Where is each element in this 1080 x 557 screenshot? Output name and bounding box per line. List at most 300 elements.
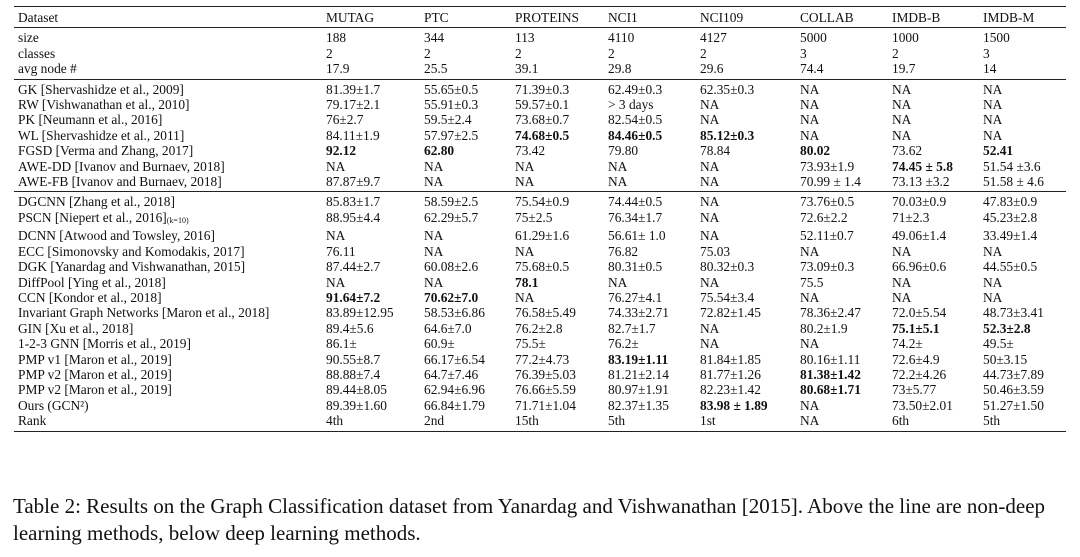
cell-value: 33.49±1.4 (983, 228, 1038, 244)
method-row (14, 192, 1066, 210)
value-cell (511, 28, 604, 46)
value-cell (696, 143, 796, 158)
value-cell (979, 61, 1066, 79)
cell-value: 76.2± (608, 336, 639, 352)
method-row (14, 112, 1066, 127)
value-cell (888, 128, 979, 143)
cell-value: 5000 (800, 30, 827, 46)
value-cell (420, 305, 511, 320)
cell-value: 72.6±2.2 (800, 209, 848, 225)
cell-value: NA (800, 336, 820, 352)
cell-value: NA (983, 127, 1003, 143)
value-cell (888, 28, 979, 46)
cell-value: NA (700, 158, 720, 174)
value-cell (604, 97, 696, 112)
cell-value: 51.58 ± 4.6 (983, 174, 1044, 190)
value-cell (888, 112, 979, 127)
value-cell (511, 398, 604, 413)
cell-value: 76.58±5.49 (515, 305, 576, 321)
value-cell (979, 244, 1066, 259)
cell-value: 45.23±2.8 (983, 209, 1038, 225)
cell-value: 75.54±0.9 (515, 194, 570, 210)
cell-value: 44.73±7.89 (983, 366, 1044, 382)
stats-row (14, 46, 1066, 61)
row-label-cell (14, 275, 322, 290)
cell-value: NA (892, 112, 912, 128)
value-cell (322, 352, 420, 367)
cell-value: 81.39±1.7 (326, 81, 381, 97)
row-label-cell (14, 79, 322, 97)
value-cell (604, 321, 696, 336)
cell-value: 62.49±0.3 (608, 81, 663, 97)
row-label-cell (14, 228, 322, 243)
value-cell (604, 159, 696, 174)
value-cell (322, 228, 420, 243)
cell-value: 87.44±2.7 (326, 259, 381, 275)
cell-value: 50±3.15 (983, 351, 1028, 367)
row-label-cell (14, 398, 322, 413)
value-cell (322, 244, 420, 259)
value-cell (696, 61, 796, 79)
value-cell (696, 112, 796, 127)
cell-value: NA (424, 243, 444, 259)
cell-value: NA (800, 97, 820, 113)
header-cell: IMDB-M (979, 7, 1066, 28)
row-label: ECC [Simonovsky and Komodakis, 2017] (18, 243, 245, 259)
cell-value: 74.2± (892, 336, 923, 352)
dataset-stats-section (14, 28, 1066, 79)
value-cell (696, 352, 796, 367)
row-label: AWE-DD [Ivanov and Burnaev, 2018] (18, 158, 225, 174)
value-cell (796, 228, 888, 243)
value-cell (796, 398, 888, 413)
value-cell (979, 159, 1066, 174)
cell-value: 75.68±0.5 (515, 259, 570, 275)
cell-value: NA (983, 274, 1003, 290)
cell-value: 89.44±8.05 (326, 382, 387, 398)
cell-value: 4110 (608, 30, 635, 46)
value-cell (322, 128, 420, 143)
cell-value: > 3 days (608, 97, 654, 113)
value-cell (511, 336, 604, 351)
value-cell (696, 398, 796, 413)
cell-value: 80.2±1.9 (800, 320, 848, 336)
row-label: GIN [Xu et al., 2018] (18, 320, 134, 336)
cell-value: 74.68±0.5 (515, 127, 570, 143)
row-label: avg node # (18, 61, 77, 77)
cell-value: 51.54 ±3.6 (983, 158, 1041, 174)
value-cell (696, 367, 796, 382)
deep-methods-section (14, 192, 1066, 431)
method-row (14, 367, 1066, 382)
row-label: WL [Shervashidze et al., 2011] (18, 127, 185, 143)
cell-value: 62.35±0.3 (700, 81, 755, 97)
cell-value: 56.61± 1.0 (608, 228, 666, 244)
value-cell (979, 367, 1066, 382)
cell-value: 92.12 (326, 143, 357, 159)
value-cell (604, 112, 696, 127)
cell-value: NA (983, 243, 1003, 259)
value-cell (696, 174, 796, 192)
cell-value: NA (800, 397, 820, 413)
value-cell (796, 290, 888, 305)
value-cell (420, 192, 511, 210)
value-cell (979, 174, 1066, 192)
value-cell (979, 192, 1066, 210)
value-cell (322, 159, 420, 174)
value-cell (511, 244, 604, 259)
cell-value: NA (700, 112, 720, 128)
cell-value: NA (700, 97, 720, 113)
value-cell (511, 382, 604, 397)
cell-value: 84.11±1.9 (326, 127, 380, 143)
value-cell (604, 143, 696, 158)
row-label-cell (14, 143, 322, 158)
cell-value: 70.03±0.9 (892, 194, 947, 210)
value-cell (322, 290, 420, 305)
cell-value: 62.94±6.96 (424, 382, 485, 398)
value-cell (979, 413, 1066, 431)
value-cell (322, 174, 420, 192)
value-cell (796, 244, 888, 259)
cell-value: 4127 (700, 30, 727, 46)
value-cell (696, 46, 796, 61)
value-cell (796, 192, 888, 210)
cell-value: NA (800, 243, 820, 259)
value-cell (696, 97, 796, 112)
cell-value: 76.27±4.1 (608, 289, 663, 305)
cell-value: 5th (983, 413, 1001, 429)
method-row (14, 398, 1066, 413)
value-cell (604, 305, 696, 320)
value-cell (796, 321, 888, 336)
cell-value: NA (800, 413, 820, 429)
cell-value: 1st (700, 413, 716, 429)
cell-value: 64.7±7.46 (424, 366, 479, 382)
value-cell (696, 228, 796, 243)
cell-value: 88.88±7.4 (326, 366, 381, 382)
cell-value: NA (983, 112, 1003, 128)
cell-value: 2 (515, 45, 522, 61)
value-cell (888, 336, 979, 351)
value-cell (888, 143, 979, 158)
cell-value: 80.32±0.3 (700, 259, 755, 275)
method-row (14, 413, 1066, 431)
cell-value: 83.98 ± 1.89 (700, 397, 768, 413)
cell-value: 91.64±7.2 (326, 289, 381, 305)
cell-value: 47.83±0.9 (983, 194, 1038, 210)
value-cell (511, 290, 604, 305)
stats-row (14, 28, 1066, 46)
value-cell (888, 97, 979, 112)
method-row (14, 275, 1066, 290)
cell-value: 76.66±5.59 (515, 382, 576, 398)
header-cell: IMDB-B (888, 7, 979, 28)
cell-value: 76.39±5.03 (515, 366, 576, 382)
cell-value: NA (424, 174, 444, 190)
header-cell: Dataset (14, 7, 322, 28)
value-cell (420, 352, 511, 367)
value-cell (696, 382, 796, 397)
cell-value: 2 (608, 45, 615, 61)
cell-value: 52.3±2.8 (983, 320, 1031, 336)
cell-value: NA (424, 274, 444, 290)
value-cell (604, 174, 696, 192)
cell-value: 57.97±2.5 (424, 127, 479, 143)
value-cell (796, 305, 888, 320)
cell-value: 62.29±5.7 (424, 209, 479, 225)
value-cell (322, 210, 420, 228)
row-label-cell (14, 259, 322, 274)
cell-value: 72.0±5.54 (892, 305, 947, 321)
value-cell (979, 382, 1066, 397)
value-cell (696, 192, 796, 210)
row-label: RW [Vishwanathan et al., 2010] (18, 97, 190, 113)
header-row (14, 7, 1066, 28)
value-cell (604, 382, 696, 397)
value-cell (696, 259, 796, 274)
value-cell (979, 336, 1066, 351)
header-cell: MUTAG (322, 7, 420, 28)
row-label: Invariant Graph Networks [Maron et al., 2018] (18, 305, 270, 321)
cell-value: 188 (326, 30, 347, 46)
row-label: DGCNN [Zhang et al., 2018] (18, 194, 175, 210)
table-caption: Table 2: Results on the Graph Classification dataset from Yanardag and Vishwanathan [2015]. Above the line are non-deep learning methods, below deep learning methods. (13, 494, 1046, 545)
value-cell (511, 61, 604, 79)
value-cell (888, 61, 979, 79)
cell-value: 86.1± (326, 336, 357, 352)
method-row (14, 97, 1066, 112)
value-cell (604, 192, 696, 210)
value-cell (420, 228, 511, 243)
cell-value: 14 (983, 61, 997, 77)
value-cell (511, 46, 604, 61)
value-cell (322, 305, 420, 320)
cell-value: 85.12±0.3 (700, 127, 755, 143)
method-row (14, 143, 1066, 158)
cell-value: 2 (892, 45, 899, 61)
value-cell (322, 61, 420, 79)
value-cell (420, 61, 511, 79)
cell-value: 113 (515, 30, 535, 46)
value-cell (696, 128, 796, 143)
value-cell (511, 305, 604, 320)
cell-value: NA (800, 127, 820, 143)
method-row (14, 321, 1066, 336)
method-row (14, 228, 1066, 243)
value-cell (696, 79, 796, 97)
value-cell (511, 79, 604, 97)
cell-value: NA (608, 274, 628, 290)
non-deep-methods-section (14, 79, 1066, 192)
pscn-subscript: (k=10) (166, 215, 189, 225)
value-cell (322, 79, 420, 97)
cell-value: NA (424, 228, 444, 244)
cell-value: NA (515, 174, 535, 190)
value-cell (796, 128, 888, 143)
value-cell (322, 259, 420, 274)
cell-value: NA (892, 81, 912, 97)
value-cell (511, 259, 604, 274)
cell-value: NA (608, 158, 628, 174)
cell-value: 73.42 (515, 143, 546, 159)
value-cell (796, 259, 888, 274)
value-cell (696, 28, 796, 46)
value-cell (979, 275, 1066, 290)
cell-value: 79.80 (608, 143, 639, 159)
value-cell (420, 290, 511, 305)
cell-value: 87.87±9.7 (326, 174, 381, 190)
value-cell (420, 244, 511, 259)
value-cell (979, 28, 1066, 46)
row-label-cell (14, 112, 322, 127)
row-label: AWE-FB [Ivanov and Burnaev, 2018] (18, 174, 222, 190)
cell-value: 59.57±0.1 (515, 97, 570, 113)
cell-value: NA (700, 320, 720, 336)
cell-value: 66.17±6.54 (424, 351, 485, 367)
cell-value: 66.96±0.6 (892, 259, 947, 275)
value-cell (888, 413, 979, 431)
value-cell (796, 413, 888, 431)
cell-value: 89.39±1.60 (326, 397, 387, 413)
cell-value: 17.9 (326, 61, 350, 77)
cell-value: 66.84±1.79 (424, 397, 485, 413)
row-label: PK [Neumann et al., 2016] (18, 112, 163, 128)
value-cell (604, 367, 696, 382)
cell-value: NA (800, 112, 820, 128)
cell-value: 3 (800, 45, 807, 61)
value-cell (322, 413, 420, 431)
row-label: FGSD [Verma and Zhang, 2017] (18, 143, 194, 159)
value-cell (796, 143, 888, 158)
cell-value: 60.9± (424, 336, 455, 352)
value-cell (979, 128, 1066, 143)
value-cell (511, 228, 604, 243)
cell-value: NA (700, 274, 720, 290)
method-row (14, 336, 1066, 351)
row-label-cell (14, 336, 322, 351)
cell-value: 82.23±1.42 (700, 382, 761, 398)
value-cell (796, 275, 888, 290)
row-label: DCNN [Atwood and Towsley, 2016] (18, 228, 215, 244)
value-cell (796, 352, 888, 367)
row-label-cell (14, 174, 322, 192)
cell-value: 344 (424, 30, 445, 46)
cell-value: 55.91±0.3 (424, 97, 479, 113)
cell-value: 58.53±6.86 (424, 305, 485, 321)
value-cell (322, 398, 420, 413)
value-cell (796, 210, 888, 228)
header-cell: NCI1 (604, 7, 696, 28)
cell-value: NA (515, 289, 535, 305)
cell-value: 72.82±1.45 (700, 305, 761, 321)
value-cell (604, 290, 696, 305)
value-cell (322, 28, 420, 46)
cell-value: 80.16±1.11 (800, 351, 861, 367)
value-cell (322, 112, 420, 127)
cell-value: 73.62 (892, 143, 923, 159)
cell-value: 76±2.7 (326, 112, 364, 128)
cell-value: 2 (700, 45, 707, 61)
row-label: PSCN [Niepert et al., 2016] (18, 209, 167, 225)
value-cell (796, 112, 888, 127)
value-cell (511, 128, 604, 143)
value-cell (979, 79, 1066, 97)
cell-value: 1000 (892, 30, 919, 46)
value-cell (604, 210, 696, 228)
cell-value: 79.17±2.1 (326, 97, 381, 113)
row-label-cell (14, 321, 322, 336)
value-cell (420, 159, 511, 174)
cell-value: NA (608, 174, 628, 190)
value-cell (979, 143, 1066, 158)
value-cell (979, 97, 1066, 112)
stats-row (14, 61, 1066, 79)
cell-value: 76.34±1.7 (608, 209, 663, 225)
value-cell (511, 321, 604, 336)
cell-value: 71.71±1.04 (515, 397, 576, 413)
method-row (14, 244, 1066, 259)
cell-value: 4th (326, 413, 344, 429)
cell-value: 75.5± (515, 336, 546, 352)
value-cell (888, 352, 979, 367)
cell-value: 71.39±0.3 (515, 81, 570, 97)
cell-value: 58.59±2.5 (424, 194, 479, 210)
value-cell (979, 290, 1066, 305)
cell-value: 72.2±4.26 (892, 366, 947, 382)
row-label-cell (14, 61, 322, 79)
cell-value: 76.11 (326, 243, 356, 259)
cell-value: 75±2.5 (515, 209, 553, 225)
cell-value: NA (983, 81, 1003, 97)
cell-value: 62.80 (424, 143, 455, 159)
cell-value: NA (326, 274, 346, 290)
cell-value: 2 (424, 45, 431, 61)
value-cell (420, 112, 511, 127)
value-cell (604, 244, 696, 259)
cell-value: 81.84±1.85 (700, 351, 761, 367)
value-cell (696, 413, 796, 431)
cell-value: 89.4±5.6 (326, 320, 374, 336)
row-label-cell (14, 128, 322, 143)
cell-value: 80.02 (800, 143, 831, 159)
cell-value: 81.21±2.14 (608, 366, 669, 382)
cell-value: NA (892, 127, 912, 143)
row-label: PMP v2 [Maron et al., 2019] (18, 382, 172, 398)
row-label: DGK [Yanardag and Vishwanathan, 2015] (18, 259, 246, 275)
value-cell (511, 159, 604, 174)
value-cell (796, 174, 888, 192)
value-cell (604, 352, 696, 367)
method-row (14, 79, 1066, 97)
value-cell (322, 143, 420, 158)
value-cell (604, 79, 696, 97)
value-cell (604, 336, 696, 351)
value-cell (420, 413, 511, 431)
value-cell (604, 28, 696, 46)
cell-value: 73.68±0.7 (515, 112, 570, 128)
row-label: 1-2-3 GNN [Morris et al., 2019] (18, 336, 191, 352)
value-cell (696, 305, 796, 320)
value-cell (888, 79, 979, 97)
method-row (14, 382, 1066, 397)
cell-value: NA (424, 158, 444, 174)
cell-value: 50.46±3.59 (983, 382, 1044, 398)
value-cell (796, 159, 888, 174)
value-cell (604, 61, 696, 79)
value-cell (796, 367, 888, 382)
value-cell (888, 259, 979, 274)
